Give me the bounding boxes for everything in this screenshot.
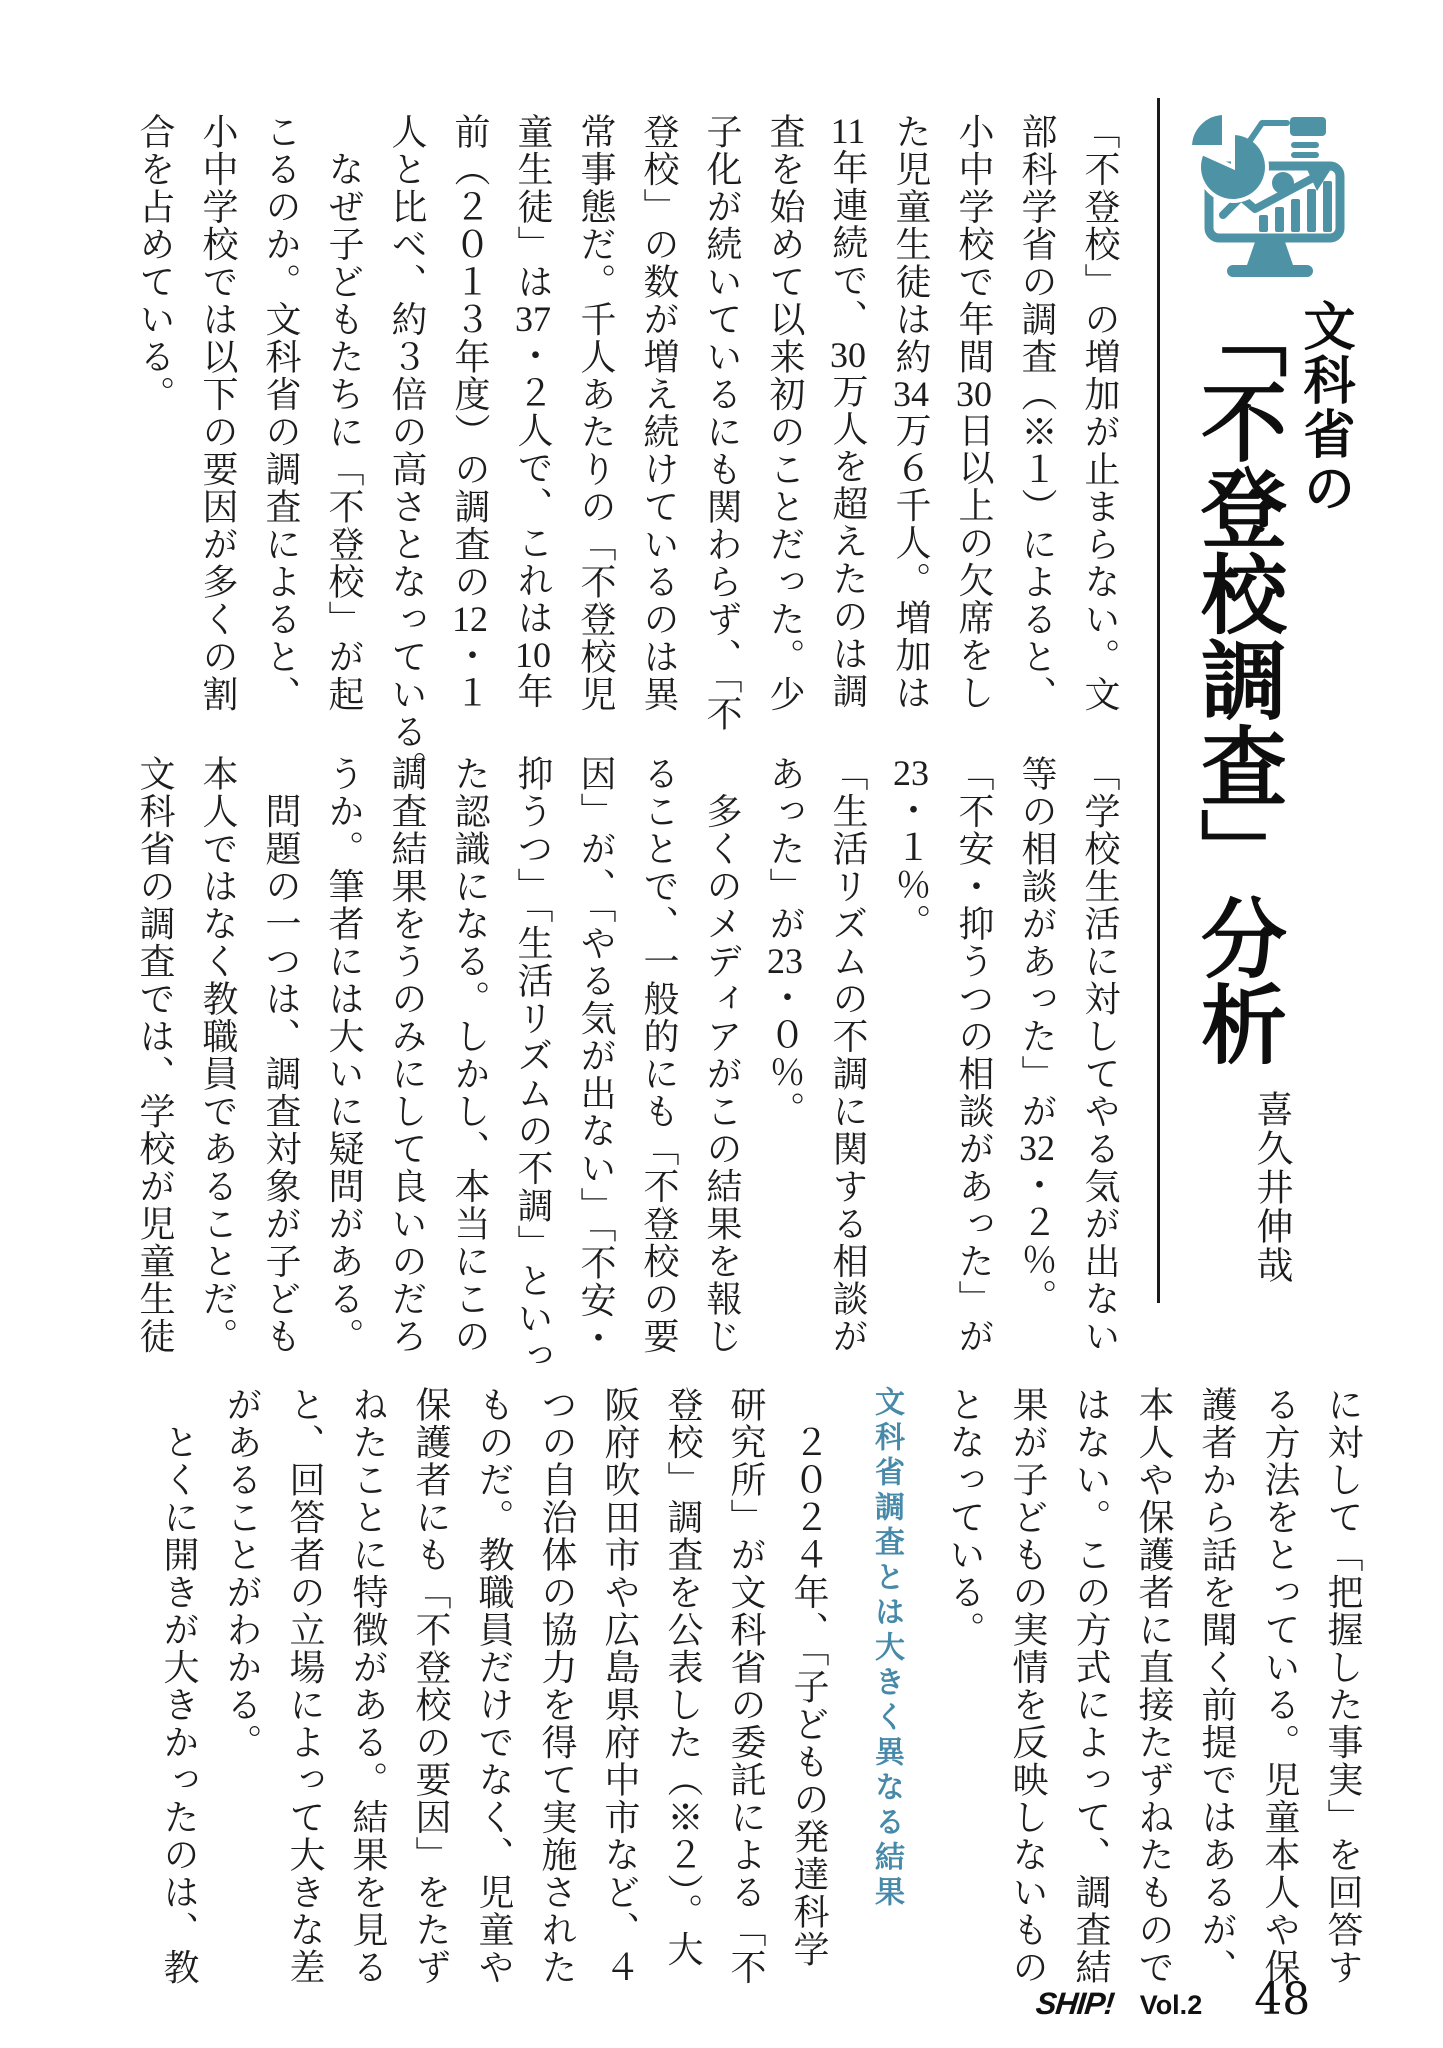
text-column: ねたことに特徴がある。結果を見る (348, 1386, 388, 1986)
volume-label: Vol.2 (1139, 1990, 1203, 2020)
text-column: 因」が、「やる気が出ない」「不安・ (576, 755, 616, 1357)
data-dot (1272, 172, 1294, 194)
text-column: 登校」調査を公表した（※２）。大 (663, 1386, 703, 1968)
text-column: 果が子どもの実情を反映しないもの (1008, 1386, 1048, 1986)
text-column: 研究所」が文科省の委託による「不 (726, 1386, 766, 1986)
text-column: 童生徒」は37・２人で、これは10年 (513, 113, 553, 710)
page-number: 48 (1254, 1974, 1311, 2025)
text-column: はない。この方式によって、調査結 (1071, 1386, 1111, 1986)
text-column: 合を占めている。 (135, 113, 175, 413)
text-column: 査を始めて以来初のことだった。少 (765, 113, 805, 713)
text-column: 「不登校」の増加が止まらない。文 (1080, 113, 1120, 713)
text-column: 本人や保護者に直接たずねたもので (1134, 1386, 1174, 1986)
title-divider-rule (1157, 98, 1160, 1303)
article-title-main: 「不登校調査」分析 (1188, 292, 1284, 1066)
text-column: ものだ。教職員だけでなく、児童や (474, 1386, 514, 1986)
text-column: 「生活リズムの不調に関する相談が (828, 755, 868, 1355)
text-column: とくに開きが大きかったのは、教 (159, 1386, 199, 1986)
text-band-1 (123, 113, 1131, 793)
text-column: に対して「把握した事実」を回答す (1323, 1386, 1363, 1986)
text-column: 小中学校で年間30日以上の欠席をし (954, 113, 994, 712)
text-column: 等の相談があった」が32・２％。 (1017, 755, 1057, 1316)
text-column: 問題の一つは、調査対象が子ども (261, 755, 301, 1355)
text-column: 23・１％。 (891, 755, 931, 941)
text-column: 抑うつ」「生活リズムの不調」といっ (513, 755, 553, 1375)
monitor-base (1227, 265, 1313, 277)
text-column: こるのか。文科省の調査によると、 (261, 113, 301, 713)
text-column: た認識になる。しかし、本当にこの (450, 755, 490, 1355)
text-column: と、回答者の立場によって大きな差 (285, 1386, 325, 1986)
text-column: 阪府吹田市や広島県府中市など、４ (600, 1386, 640, 1986)
text-column: 部科学省の調査（※１）によると、 (1017, 113, 1057, 713)
text-column: 調査結果をうのみにして良いのだろ (387, 755, 427, 1355)
author-name: 喜久井伸哉 (1250, 1090, 1291, 1285)
text-column: あった」が23・０％。 (765, 755, 805, 1129)
text-column: 人と比べ、約３倍の高さとなっている。 (387, 113, 427, 788)
text-column: 登校」の数が増え続けているのは異 (639, 113, 679, 713)
report-icon (1290, 117, 1326, 168)
analytics-monitor-icon (1183, 103, 1358, 283)
text-column: 子化が続いているにも関わらず、「不 (702, 113, 742, 733)
section-heading: 文科省調査とは大きく異なる結果 (870, 1386, 903, 1911)
text-column: 多くのメディアがこの結果を報じ (702, 755, 742, 1355)
text-column: ることで、一般的にも「不登校の要 (639, 755, 679, 1355)
text-column: 本人ではなく教職員であることだ。 (198, 755, 238, 1355)
article-title-prefix: 文科省の (1295, 299, 1352, 515)
page-footer (1036, 1974, 1310, 2025)
pie-slice (1190, 113, 1224, 147)
text-column: 「不安・抑うつの相談があった」が (954, 755, 994, 1355)
text-column: 11年連続で、30万人を超えたのは調 (828, 113, 868, 710)
text-column: となっている。 (945, 1386, 985, 1649)
text-column: なぜ子どもたちに「不登校」が起 (324, 113, 364, 713)
text-column: る方法をとっている。児童本人や保 (1260, 1386, 1300, 1986)
text-column: た児童生徒は約34万６千人。増加は (891, 113, 931, 712)
text-column: つの自治体の協力を得て実施された (537, 1386, 577, 1986)
text-column: 文科省の調査では、学校が児童生徒 (135, 755, 175, 1355)
text-band-3 (147, 1386, 1374, 2046)
text-column: 常事態だ。千人あたりの「不登校児 (576, 113, 616, 713)
text-column: があることがわかる。 (222, 1386, 262, 1761)
text-column: 前（２０１３年度）の調査の12・１ (450, 113, 490, 712)
text-band-2 (123, 755, 1131, 1435)
text-column: ２０２４年、「子どもの発達科学 (789, 1386, 829, 1968)
text-column: 保護者にも「不登校の要因」をたず (411, 1386, 451, 1986)
text-column: 「学校生活に対してやる気が出ない (1080, 755, 1120, 1355)
text-column: うか。筆者には大いに疑問がある。 (324, 755, 364, 1355)
text-column: 小中学校では以下の要因が多くの割 (198, 113, 238, 713)
monitor-stand (1247, 242, 1293, 265)
text-column: 護者から話を聞く前提ではあるが、 (1197, 1386, 1237, 1986)
magazine-logo: SHIP! (1034, 1986, 1116, 2021)
